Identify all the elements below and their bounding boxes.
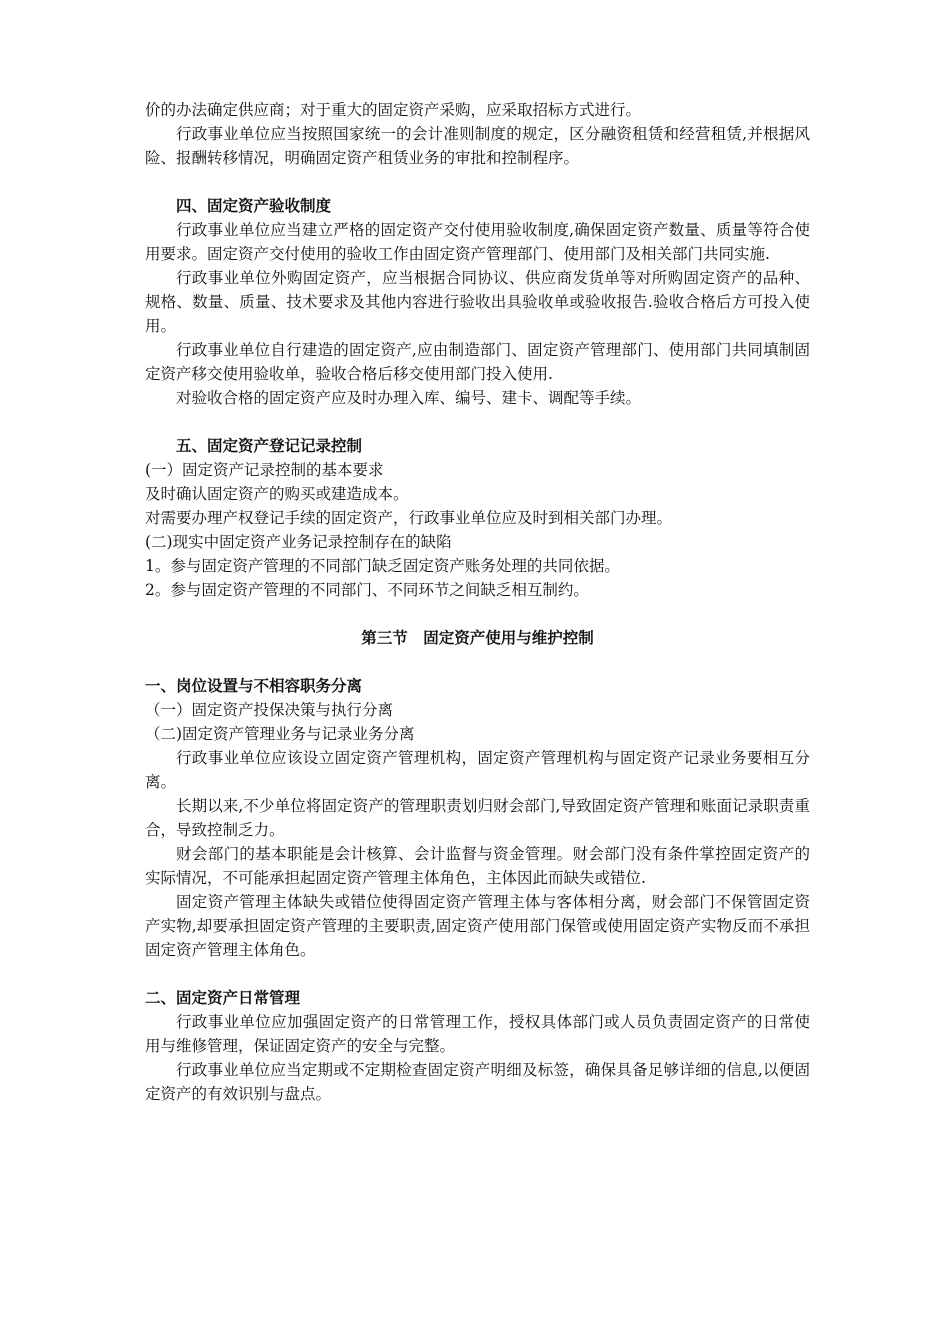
- paragraph-leasing: 行政事业单位应当按照国家统一的会计准则制度的规定，区分融资租赁和经营租赁,并根据风险、报酬转移情况，明确固定资产租赁业务的审批和控制程序。: [145, 125, 810, 167]
- paragraph-acceptance-1: 行政事业单位应当建立严格的固定资产交付使用验收制度,确保固定资产数量、质量等符合使用要求。固定资产交付使用的验收工作由固定资产管理部门、使用部门及相关部门共同实施.: [145, 221, 810, 263]
- subheading-insurance-separation: （一）固定资产投保决策与执行分离: [145, 701, 394, 719]
- paragraph-acceptance-3: 行政事业单位自行建造的固定资产,应由制造部门、固定资产管理部门、使用部门共同填制固定资产移交使用验收单，验收合格后移交使用部门投入使用.: [145, 341, 810, 383]
- heading-record-control: 五、固定资产登记记录控制: [176, 437, 363, 455]
- subheading-record-separation: （二)固定资产管理业务与记录业务分离: [145, 725, 415, 743]
- paragraph-separation-2: 长期以来,不少单位将固定资产的管理职责划归财会部门,导致固定资产管理和账面记录职责重合，导致控制乏力。: [145, 797, 810, 839]
- paragraph-separation-3: 财会部门的基本职能是会计核算、会计监督与资金管理。财会部门没有条件掌控固定资产的实际情况，不可能承担起固定资产管理主体角色，主体因此而缺失或错位.: [145, 845, 810, 887]
- paragraph-acceptance-2: 行政事业单位外购固定资产，应当根据合同协议、供应商发货单等对所购固定资产的品种、规格、数量、质量、技术要求及其他内容进行验收出具验收单或验收报告.验收合格后方可投入使用。: [145, 269, 810, 335]
- section-title: 第三节 固定资产使用与维护控制: [361, 629, 594, 647]
- list-item: 2。参与固定资产管理的不同部门、不同环节之间缺乏相互制约。: [145, 581, 589, 599]
- heading-job-separation: 一、岗位设置与不相容职务分离: [145, 677, 363, 695]
- paragraph-procurement-method: 价的办法确定供应商；对于重大的固定资产采购，应采取招标方式进行。: [145, 101, 642, 119]
- paragraph-acceptance-4: 对验收合格的固定资产应及时办理入库、编号、建卡、调配等手续。: [176, 389, 642, 407]
- list-item: 1。参与固定资产管理的不同部门缺乏固定资产账务处理的共同依据。: [145, 557, 620, 575]
- heading-acceptance-system: 四、固定资产验收制度: [176, 197, 332, 215]
- subheading-defects: (二)现实中固定资产业务记录控制存在的缺陷: [145, 533, 452, 551]
- list-item: 及时确认固定资产的购买或建造成本。: [145, 485, 409, 503]
- heading-daily-management: 二、固定资产日常管理: [145, 989, 301, 1007]
- subheading-basic-requirements: (一）固定资产记录控制的基本要求: [145, 461, 384, 479]
- list-item: 对需要办理产权登记手续的固定资产，行政事业单位应及时到相关部门办理。: [145, 509, 673, 527]
- paragraph-daily-1: 行政事业单位应加强固定资产的日常管理工作，授权具体部门或人员负责固定资产的日常使用与维修管理，保证固定资产的安全与完整。: [145, 1013, 810, 1055]
- paragraph-daily-2: 行政事业单位应当定期或不定期检查固定资产明细及标签，确保具备足够详细的信息,以便固定资产的有效识别与盘点。: [145, 1061, 810, 1103]
- paragraph-separation-4: 固定资产管理主体缺失或错位使得固定资产管理主体与客体相分离，财会部门不保管固定资产实物,却要承担固定资产管理的主要职责,固定资产使用部门保管或使用固定资产实物反而不承担固定资产管理主体角色。: [145, 893, 810, 959]
- document-page: [145, 98, 810, 1106]
- paragraph-separation-1: 行政事业单位应该设立固定资产管理机构，固定资产管理机构与固定资产记录业务要相互分离。: [145, 749, 810, 791]
